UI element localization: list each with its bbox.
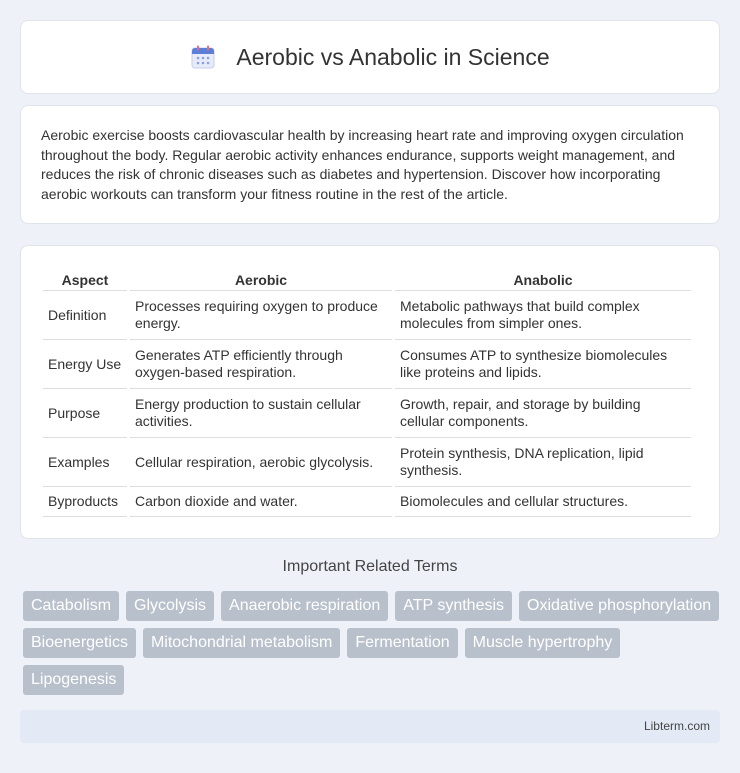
tag-anaerobic-respiration[interactable]: Anaerobic respiration — [221, 591, 388, 621]
table-row — [43, 487, 691, 517]
comparison-table — [40, 266, 694, 517]
table-cell-anabolic: Biomolecules and cellular structures. — [395, 487, 691, 517]
table-row — [43, 389, 691, 438]
table-cell-aerobic: Cellular respiration, aerobic glycolysis. — [130, 438, 392, 487]
column-header-aspect: Aspect — [43, 266, 127, 291]
table-cell-anabolic: Protein synthesis, DNA replication, lipid synthesis. — [395, 438, 691, 487]
tag-bioenergetics[interactable]: Bioenergetics — [23, 628, 136, 658]
tag-fermentation[interactable]: Fermentation — [347, 628, 457, 658]
related-terms-list — [23, 591, 723, 695]
table-cell-aspect: Energy Use — [43, 340, 127, 389]
column-header-aerobic: Aerobic — [130, 266, 392, 291]
table-cell-anabolic: Metabolic pathways that build complex molecules from simpler ones. — [395, 291, 691, 340]
table-row — [43, 438, 691, 487]
page-title: Aerobic vs Anabolic in Science — [236, 43, 550, 70]
table-cell-aspect: Definition — [43, 291, 127, 340]
table-cell-aerobic: Energy production to sustain cellular activities. — [130, 389, 392, 438]
intro-paragraph: Aerobic exercise boosts cardiovascular health by increasing heart rate and improving oxygen circulation throughout the body. Regular aerobic activity enhances endurance, supports weight management, and reduces the risk of chronic diseases such as diabetes and hypertension. Discover how incorporating aerobic workouts can transform your fitness routine in the rest of the article. — [41, 127, 684, 202]
column-header-anabolic: Anabolic — [395, 266, 691, 291]
table-cell-aerobic: Processes requiring oxygen to produce energy. — [130, 291, 392, 340]
footer-site-link[interactable]: Libterm.com — [643, 719, 710, 733]
tag-muscle-hypertrophy[interactable]: Muscle hypertrophy — [465, 628, 621, 658]
table-cell-aspect: Purpose — [43, 389, 127, 438]
tag-glycolysis[interactable]: Glycolysis — [126, 591, 214, 621]
tag-lipogenesis[interactable]: Lipogenesis — [23, 665, 124, 695]
tag-mitochondrial-metabolism[interactable]: Mitochondrial metabolism — [143, 628, 340, 658]
header-card — [20, 20, 720, 94]
calendar-icon — [190, 44, 216, 70]
table-row — [43, 291, 691, 340]
tag-oxidative-phosphorylation[interactable]: Oxidative phosphorylation — [519, 591, 719, 621]
related-terms-heading: Important Related Terms — [282, 558, 458, 575]
footer — [20, 710, 720, 743]
table-header-row — [43, 266, 691, 291]
comparison-card — [20, 245, 720, 539]
tag-catabolism[interactable]: Catabolism — [23, 591, 119, 621]
table-cell-aspect: Examples — [43, 438, 127, 487]
table-cell-aerobic: Generates ATP efficiently through oxygen-based respiration. — [130, 340, 392, 389]
table-cell-aerobic: Carbon dioxide and water. — [130, 487, 392, 517]
table-cell-aspect: Byproducts — [43, 487, 127, 517]
table-row — [43, 340, 691, 389]
intro-card — [20, 105, 720, 224]
table-cell-anabolic: Consumes ATP to synthesize biomolecules like proteins and lipids. — [395, 340, 691, 389]
table-cell-anabolic: Growth, repair, and storage by building cellular components. — [395, 389, 691, 438]
tag-atp-synthesis[interactable]: ATP synthesis — [395, 591, 512, 621]
